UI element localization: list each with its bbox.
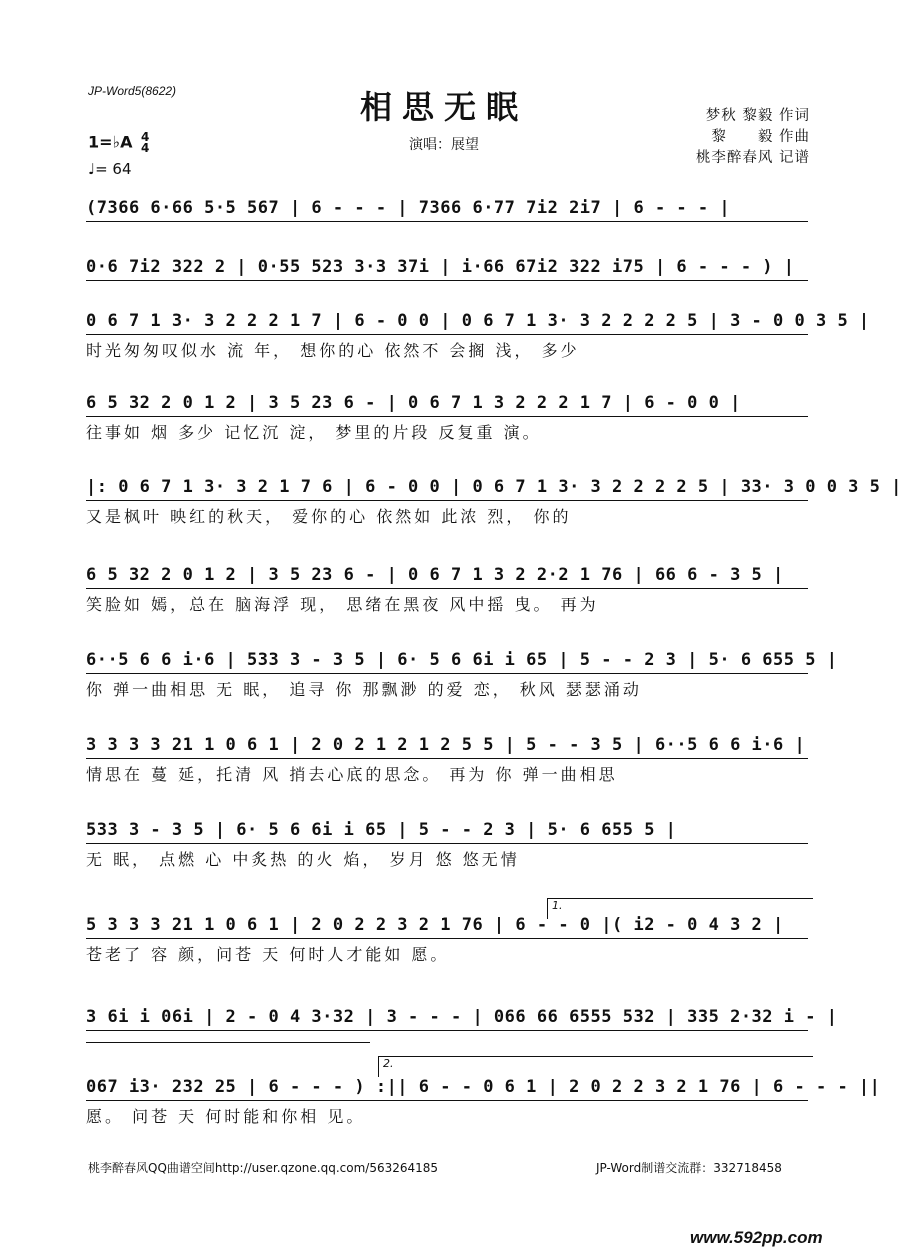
volta-second-ending [378,1056,813,1077]
transcriber-credit: 桃李醉春风 记谱 [695,150,810,166]
lyric-line: 时光匆匆叹似水 流 年， 想你的心 依然不 会搁 浅， 多少 [86,341,580,360]
beam-underline [86,843,808,844]
footer-qq-space: 桃李醉春风QQ曲谱空间http://user.qzone.qq.com/563264185 [88,1161,439,1175]
brand-label: JP-Word5(8622) [88,84,177,98]
notation-line: 0 6 7 1 3· 3 2 2 2 1 7 | 6 - 0 0 | 0 6 7 1 3· 3 2 2 2 2 5 | 3 - 0 0 3 5 | [86,311,870,331]
volta-second-label: 2. [383,1057,394,1070]
notation-line: 6··5 6 6 i·6 | 533 3 - 3 5 | 6· 5 6 6i i 65 | 5 - - 2 3 | 5· 6 655 5 | [86,650,838,670]
notation-line: 067 i3· 232 25 | 6 - - - ) :|| 6 - - 0 6 1 | 2 0 2 2 3 2 1 76 | 6 - - - || [86,1077,881,1097]
credits-block [630,106,810,169]
lyric-line: 你 弹一曲相思 无 眠， 追寻 你 那飘渺 的爱 恋， 秋风 瑟瑟涌动 [86,680,642,699]
beam-underline [86,334,808,335]
beam-underline [86,416,808,417]
singer-label: 演唱：展望 [409,137,479,153]
song-title: 相思无眠 [359,88,528,126]
volta-first-label: 1. [552,899,563,912]
notation-line: 6 5 32 2 0 1 2 | 3 5 23 6 - | 0 6 7 1 3 2 2 2 1 7 | 6 - 0 0 | [86,393,741,413]
beam-underline [86,1030,808,1031]
notation-line: 5 3 3 3 21 1 0 6 1 | 2 0 2 2 3 2 1 76 | 6 - - 0 |( i2 - 0 4 3 2 | [86,915,784,935]
notation-line: 533 3 - 3 5 | 6· 5 6 6i i 65 | 5 - - 2 3 | 5· 6 655 5 | [86,820,677,840]
notation-line: (7366 6·66 5·5 567 | 6 - - - | 7366 6·77 7i2 2i7 | 6 - - - | [86,198,731,218]
beam-underline [86,673,808,674]
notation-line: 0·6 7i2 322 2 | 0·55 523 3·3 37i | i·66 67i2 322 i75 | 6 - - - ) | [86,257,795,277]
key-signature [88,132,149,154]
lyric-line: 又是枫叶 映红的秋天， 爱你的心 依然如 此浓 烈， 你的 [86,507,572,526]
lyric-line: 愿。 问苍 天 何时能和你相 见。 [86,1107,366,1126]
time-top: 4 [141,130,150,144]
beam-underline [86,758,808,759]
tempo-marking: ♩= 64 [88,160,132,178]
beam-underline [86,221,808,222]
notation-line: 6 5 32 2 0 1 2 | 3 5 23 6 - | 0 6 7 1 3 2 2·2 1 76 | 66 6 - 3 5 | [86,565,784,585]
lyric-line: 笑脸如 嫣，总在 脑海浮 现， 思绪在黑夜 风中摇 曳。 再为 [86,595,599,614]
key-label: 1=♭A [88,132,133,152]
beam-underline [86,588,808,589]
lyric-line: 情思在 蔓 延，托清 风 捎去心底的思念。 再为 你 弹一曲相思 [86,765,618,784]
site-watermark: www.592pp.com [690,1228,823,1247]
beam-underline [86,1100,808,1101]
volta-first-ending [547,898,813,919]
lyric-line: 往事如 烟 多少 记忆沉 淀， 梦里的片段 反复重 演。 [86,423,542,442]
beam-underline [86,938,808,939]
time-signature [141,132,149,154]
beam-underline [86,500,808,501]
lyricist-credit: 梦秋 黎毅 作词 [705,108,810,124]
lyric-line: 无 眠， 点燃 心 中炙热 的火 焰， 岁月 悠 悠无情 [86,850,520,869]
lyric-line: 苍老了 容 颜，问苍 天 何时人才能如 愿。 [86,945,450,964]
composer-credit: 黎 毅 作曲 [711,129,810,145]
notation-line: 3 6i i 06i | 2 - 0 4 3·32 | 3 - - - | 066 66 6555 532 | 335 2·32 i - | [86,1007,838,1027]
notation-line: |: 0 6 7 1 3· 3 2 1 7 6 | 6 - 0 0 | 0 6 7 1 3· 3 2 2 2 2 5 | 33· 3 0 0 3 5 | [86,477,902,497]
notation-line: 3 3 3 3 21 1 0 6 1 | 2 0 2 1 2 1 2 5 5 | 5 - - 3 5 | 6··5 6 6 i·6 | [86,735,806,755]
beam-underline [86,280,808,281]
footer-group: JP-Word制谱交流群：332718458 [596,1161,782,1175]
continuation-line [86,1042,370,1043]
time-bottom: 4 [141,141,150,155]
